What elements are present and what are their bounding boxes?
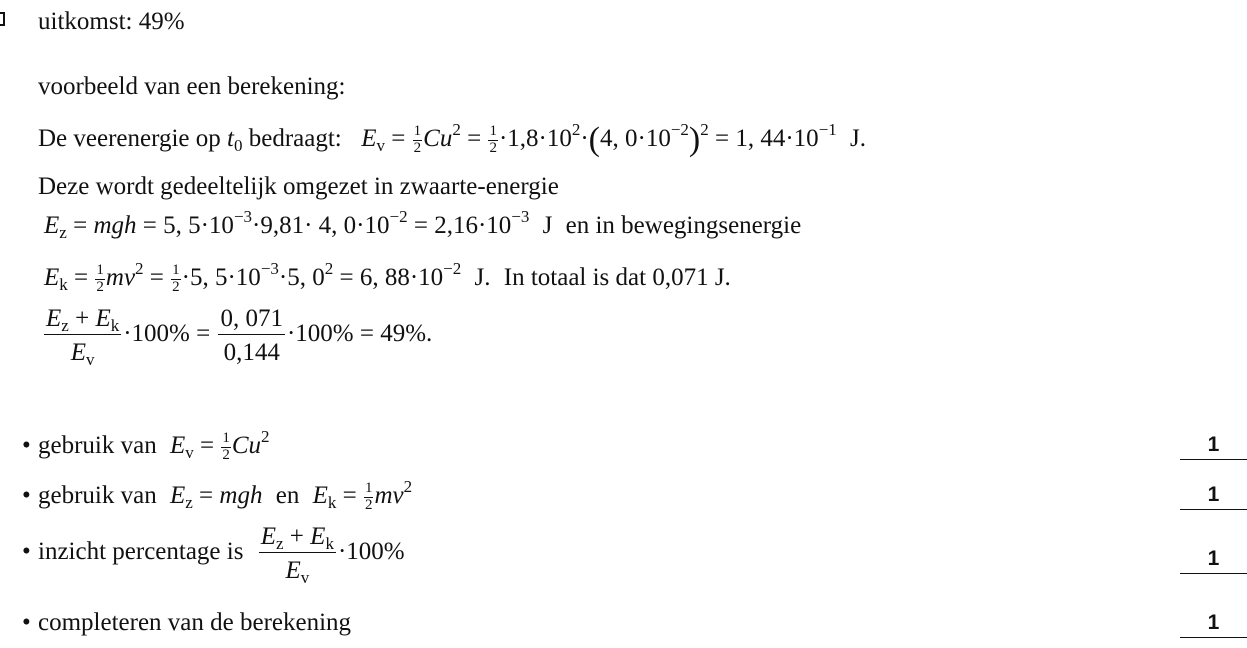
half-fraction: $\frac{1}{2}$ (413, 123, 422, 156)
score-point: 1 (1180, 612, 1247, 638)
score-point: 1 (1180, 434, 1247, 460)
calculation-intro: voorbeeld van een berekening: (38, 73, 346, 100)
cu-term: Cu (423, 124, 453, 152)
text: bedraagt: (248, 124, 342, 152)
equals: = (391, 124, 406, 152)
t-symbol: t (227, 124, 234, 152)
energy-subscript: v (376, 135, 386, 155)
half-fraction: $\frac{1}{2}$ (172, 262, 180, 295)
criterion-row: • gebruik van $E_z$ = mgh en $E_k$ = $\frac{1}{2}$ $mv^2$ (22, 476, 413, 513)
criterion-row: • completeren van de berekening (22, 609, 352, 636)
calc-line-conversion: Deze wordt gedeeltelijk omgezet in zwaarte-energie (38, 173, 559, 200)
bullet: • (22, 481, 31, 509)
half-fraction: $\frac{1}{2}$ (222, 430, 230, 463)
half-fraction: $\frac{1}{2}$ (489, 123, 497, 156)
score-point: 1 (1180, 548, 1247, 574)
t-subscript: 0 (233, 135, 243, 155)
answer-label: uitkomst: 49% (38, 8, 185, 35)
criterion-row: • gebruik van $E_v$ = $\frac{1}{2}$ Cu$^2$ (22, 426, 270, 463)
energy-ratio-fraction: $\frac{E_z + E_k}{E_v}$ (260, 523, 334, 587)
bullet: • (22, 538, 31, 566)
calc-line-spring-energy: De veerenergie op $t_0$ bedraagt: $E_v$ = $\frac{1}{2}$ Cu$^2$ = $\frac{1}{2}$ $\cdot 1,8\cdot 10^2\cdot(4$, $0\cdot 10^{-2})^2 = 1$, $44\cdot 10^{-1}$ J. (38, 119, 867, 158)
bullet: • (22, 609, 31, 636)
energy-ratio-fraction: $\frac{E_z + E_k}{E_v}$ (46, 305, 120, 369)
checkbox-marker (0, 12, 5, 26)
numeric-ratio-fraction: $\frac{0, 071}{0,144}$ (220, 305, 283, 366)
equals: = (467, 124, 482, 152)
text: De veerenergie op (38, 124, 221, 152)
calc-line-potential-energy: $E_z$ = mgh = 5, $5\cdot 10^{-3}\cdot 9,81\cdot 4$, $0\cdot 10^{-2} = 2,16\cdot 10^{-3}$ J en in bewegingsenergie (44, 207, 802, 242)
half-fraction: $\frac{1}{2}$ (364, 480, 373, 513)
calc-line-kinetic-energy: $E_k$ = $\frac{1}{2}$ $mv^2$ = $\frac{1}{2}$ ·5, $5\cdot 10^{-3}\cdot 5$, $0^2 = 6$, $88\cdot 10^{-2}$ J. In totaal is dat 0,071 J. (44, 258, 731, 295)
energy-symbol: E (361, 124, 377, 152)
criterion-row: • inzicht percentage is $\frac{E_z + E_k}{E_v}$ ·100% (22, 523, 405, 587)
calc-line-efficiency: $\frac{E_z + E_k}{E_v}$ ·100% = $\frac{0, 071}{0,144}$ ·100% = 49%. (46, 305, 433, 369)
bullet: • (22, 431, 31, 459)
score-point: 1 (1180, 484, 1247, 510)
half-fraction: $\frac{1}{2}$ (96, 262, 104, 295)
